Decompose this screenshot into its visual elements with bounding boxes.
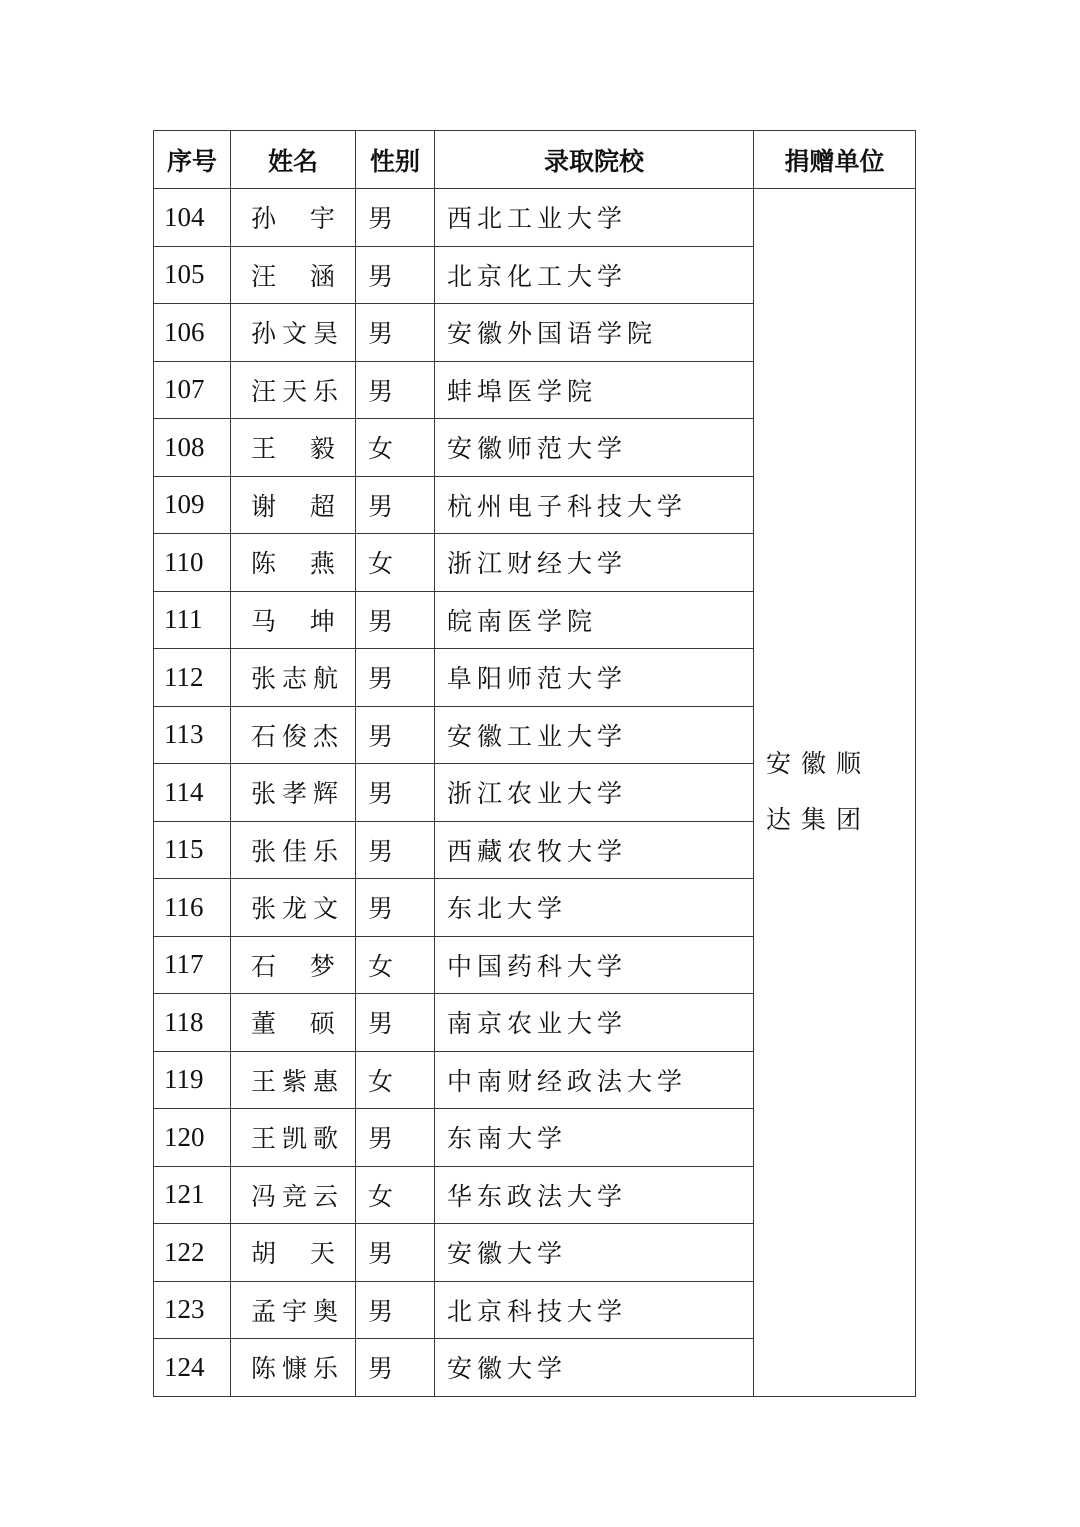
student-name: 王 毅: [231, 419, 356, 477]
student-name: 张孝辉: [231, 764, 356, 822]
student-sex: 男: [356, 189, 435, 247]
table-row: [154, 189, 916, 247]
row-number: 106: [154, 304, 231, 362]
row-number: 108: [154, 419, 231, 477]
student-name: 汪 涵: [231, 246, 356, 304]
donor-cell: 安徽顺达集团: [754, 189, 916, 1397]
student-name: 王紫惠: [231, 1051, 356, 1109]
student-sex: 男: [356, 821, 435, 879]
row-number: 120: [154, 1109, 231, 1167]
student-name: 张龙文: [231, 879, 356, 937]
student-sex: 男: [356, 994, 435, 1052]
header-donor: 捐赠单位: [754, 131, 916, 189]
student-sex: 男: [356, 1224, 435, 1282]
admitted-school: 西北工业大学: [435, 189, 754, 247]
header-sex: 性别: [356, 131, 435, 189]
admitted-school: 阜阳师范大学: [435, 649, 754, 707]
recipient-table: [153, 130, 916, 1397]
student-sex: 女: [356, 1051, 435, 1109]
row-number: 111: [154, 591, 231, 649]
row-number: 123: [154, 1281, 231, 1339]
admitted-school: 安徽师范大学: [435, 419, 754, 477]
student-sex: 女: [356, 1166, 435, 1224]
student-sex: 男: [356, 1339, 435, 1397]
header-name: 姓名: [231, 131, 356, 189]
admitted-school: 安徽大学: [435, 1339, 754, 1397]
student-sex: 女: [356, 534, 435, 592]
admitted-school: 安徽工业大学: [435, 706, 754, 764]
student-name: 孙文昊: [231, 304, 356, 362]
student-name: 陈 燕: [231, 534, 356, 592]
row-number: 113: [154, 706, 231, 764]
student-name: 胡 天: [231, 1224, 356, 1282]
admitted-school: 东南大学: [435, 1109, 754, 1167]
student-sex: 男: [356, 361, 435, 419]
student-sex: 女: [356, 419, 435, 477]
table-header-row: [154, 131, 916, 189]
student-name: 张佳乐: [231, 821, 356, 879]
student-name: 汪天乐: [231, 361, 356, 419]
student-name: 王凯歌: [231, 1109, 356, 1167]
row-number: 112: [154, 649, 231, 707]
admitted-school: 东北大学: [435, 879, 754, 937]
header-no: 序号: [154, 131, 231, 189]
student-sex: 女: [356, 936, 435, 994]
row-number: 107: [154, 361, 231, 419]
student-sex: 男: [356, 591, 435, 649]
student-name: 马 坤: [231, 591, 356, 649]
student-sex: 男: [356, 706, 435, 764]
row-number: 114: [154, 764, 231, 822]
student-sex: 男: [356, 304, 435, 362]
row-number: 115: [154, 821, 231, 879]
admitted-school: 皖南医学院: [435, 591, 754, 649]
admitted-school: 华东政法大学: [435, 1166, 754, 1224]
admitted-school: 中国药科大学: [435, 936, 754, 994]
student-sex: 男: [356, 476, 435, 534]
admitted-school: 北京科技大学: [435, 1281, 754, 1339]
row-number: 110: [154, 534, 231, 592]
student-name: 孙 宇: [231, 189, 356, 247]
student-sex: 男: [356, 764, 435, 822]
student-name: 石俊杰: [231, 706, 356, 764]
admitted-school: 浙江财经大学: [435, 534, 754, 592]
student-name: 陈慷乐: [231, 1339, 356, 1397]
header-school: 录取院校: [435, 131, 754, 189]
row-number: 118: [154, 994, 231, 1052]
student-name: 冯竞云: [231, 1166, 356, 1224]
admitted-school: 南京农业大学: [435, 994, 754, 1052]
row-number: 119: [154, 1051, 231, 1109]
row-number: 121: [154, 1166, 231, 1224]
row-number: 105: [154, 246, 231, 304]
student-name: 董 硕: [231, 994, 356, 1052]
student-name: 石 梦: [231, 936, 356, 994]
row-number: 122: [154, 1224, 231, 1282]
student-sex: 男: [356, 1281, 435, 1339]
row-number: 104: [154, 189, 231, 247]
admitted-school: 西藏农牧大学: [435, 821, 754, 879]
student-sex: 男: [356, 649, 435, 707]
student-sex: 男: [356, 879, 435, 937]
admitted-school: 蚌埠医学院: [435, 361, 754, 419]
student-sex: 男: [356, 1109, 435, 1167]
row-number: 116: [154, 879, 231, 937]
student-name: 谢 超: [231, 476, 356, 534]
admitted-school: 安徽外国语学院: [435, 304, 754, 362]
row-number: 117: [154, 936, 231, 994]
admitted-school: 中南财经政法大学: [435, 1051, 754, 1109]
table-body: [154, 189, 916, 1397]
row-number: 124: [154, 1339, 231, 1397]
admitted-school: 浙江农业大学: [435, 764, 754, 822]
admitted-school: 安徽大学: [435, 1224, 754, 1282]
student-name: 张志航: [231, 649, 356, 707]
row-number: 109: [154, 476, 231, 534]
student-sex: 男: [356, 246, 435, 304]
admitted-school: 杭州电子科技大学: [435, 476, 754, 534]
admitted-school: 北京化工大学: [435, 246, 754, 304]
student-name: 孟宇奥: [231, 1281, 356, 1339]
